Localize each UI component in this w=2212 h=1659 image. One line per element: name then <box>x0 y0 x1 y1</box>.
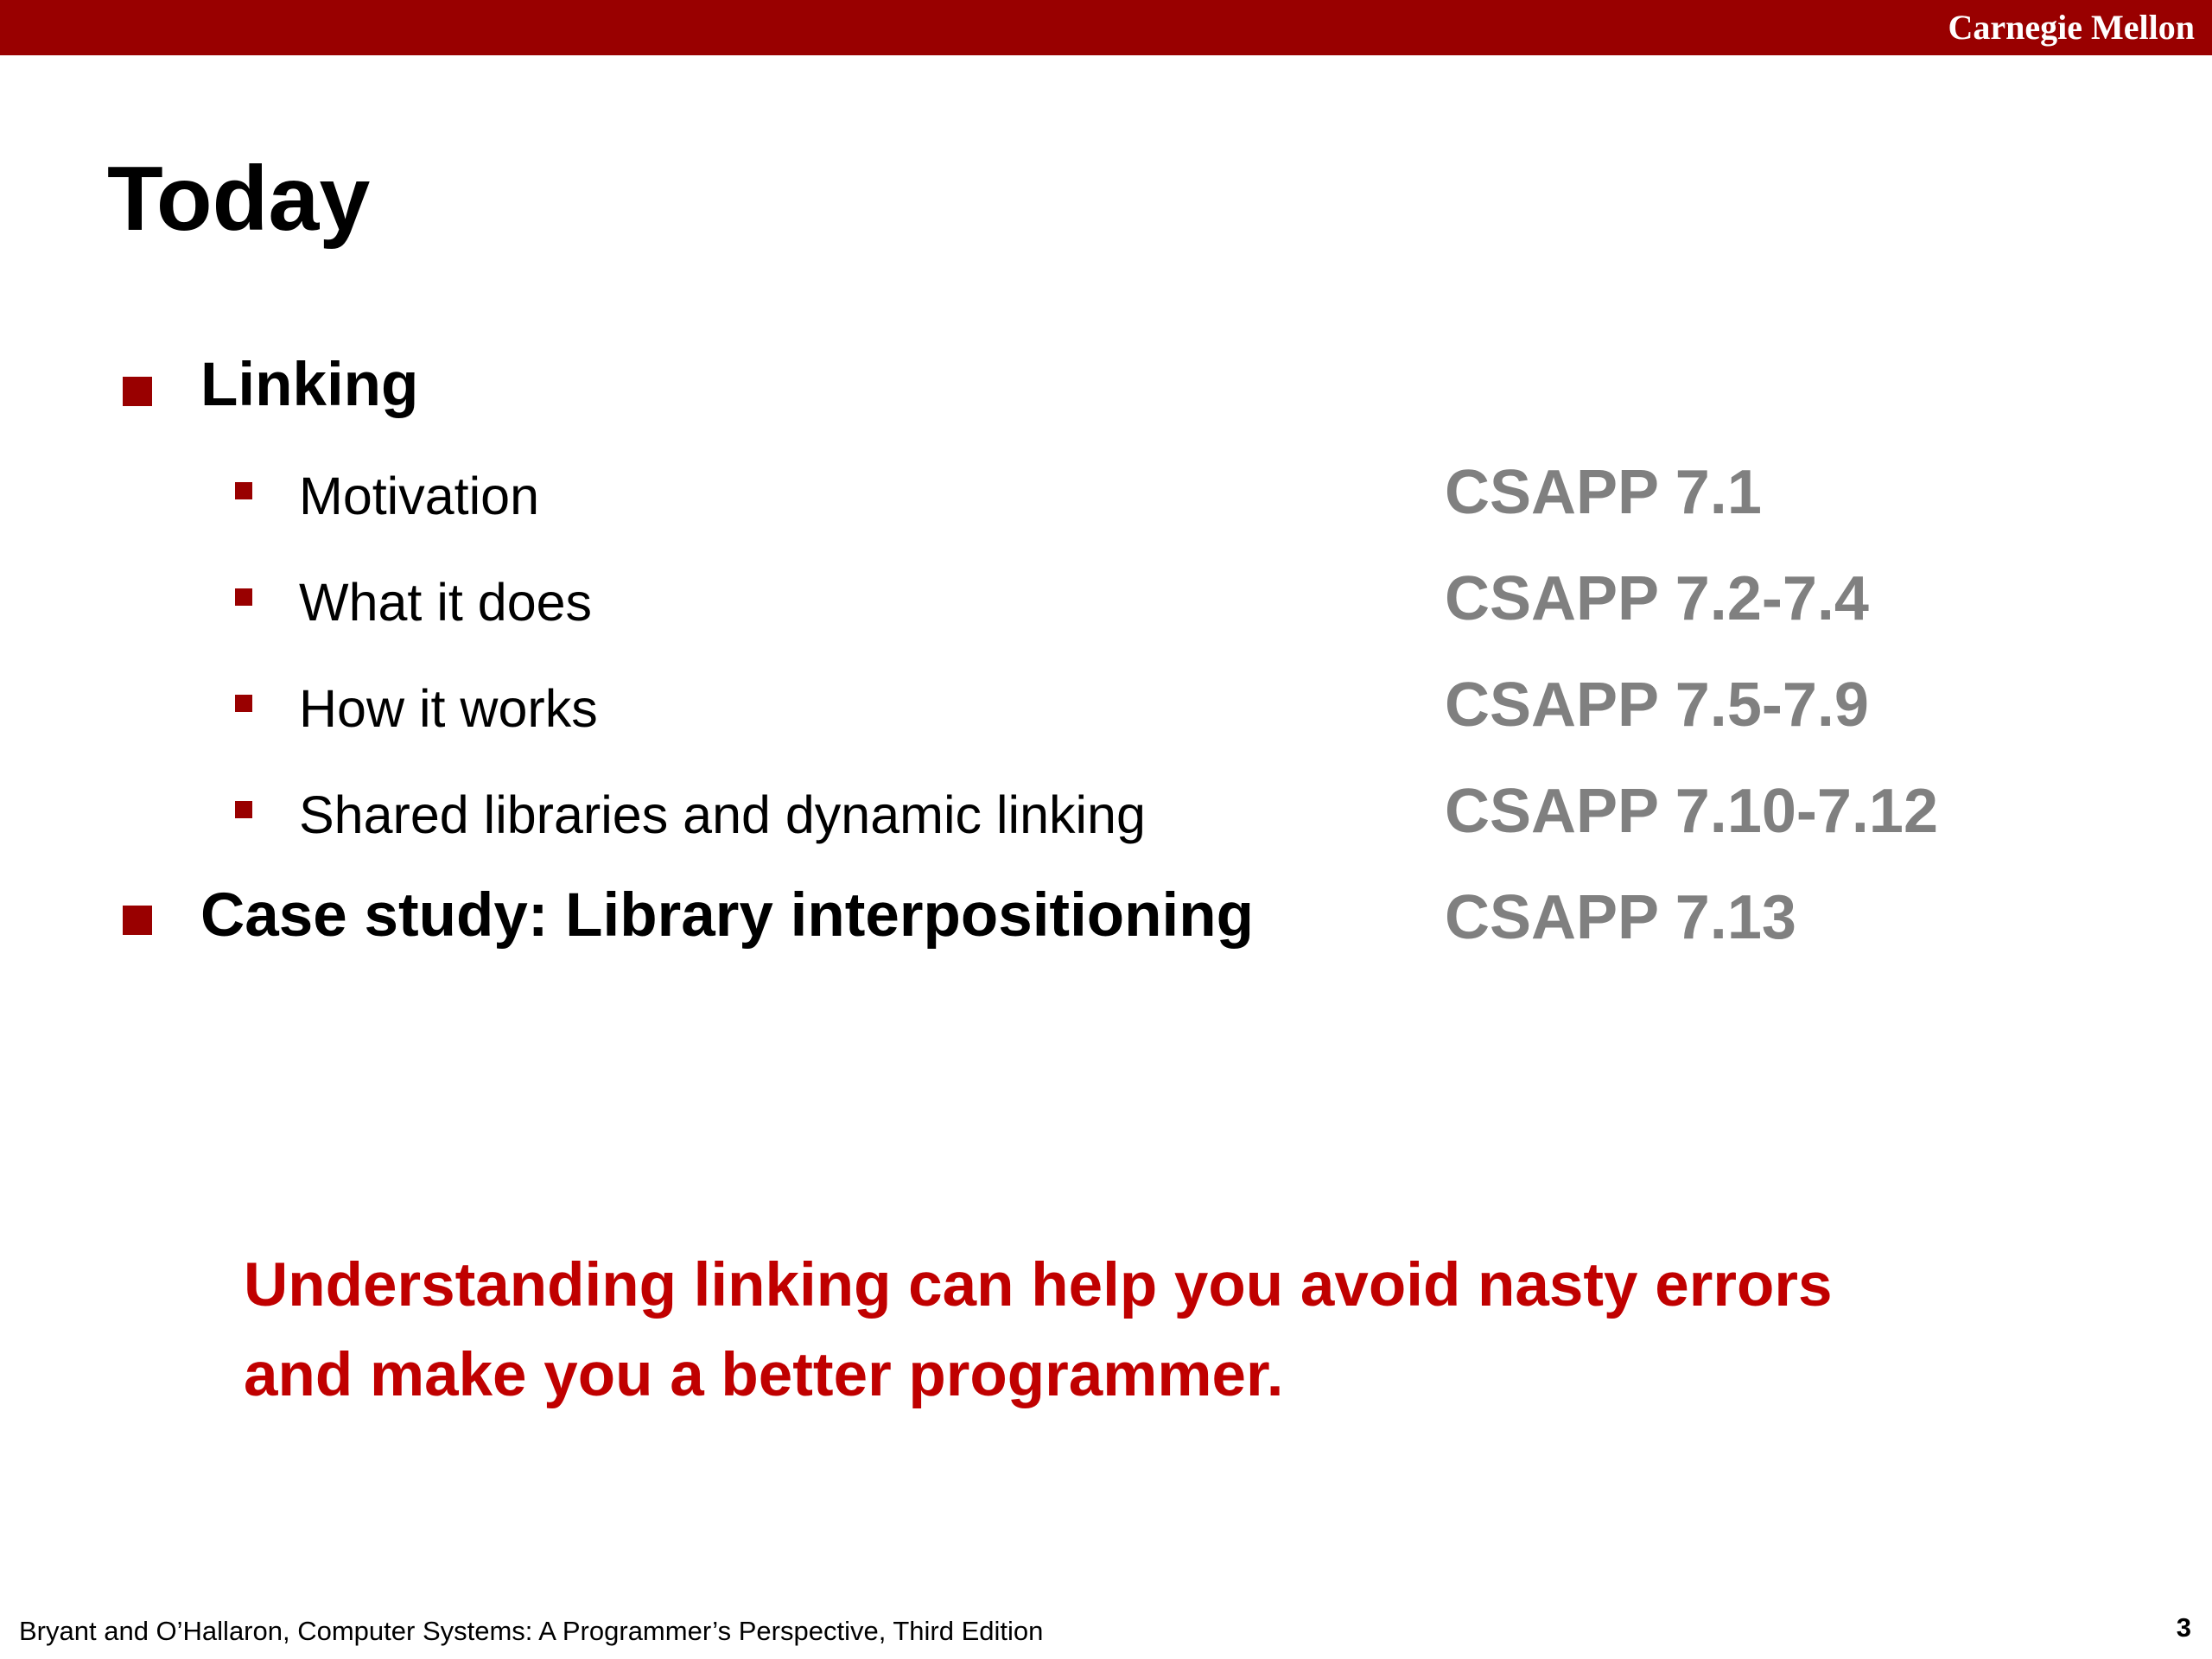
header-bar <box>0 0 2212 55</box>
sub-bullet-square-icon <box>235 695 252 712</box>
bullet-square-icon <box>123 377 152 406</box>
brand-name: Carnegie Mellon <box>1948 8 2195 47</box>
sub-bullet-text-what-it-does: What it does <box>299 573 593 632</box>
callout-line-1: Understanding linking can help you avoid nasty errors <box>244 1251 1833 1319</box>
reference-case-study: CSAPP 7.13 <box>1445 883 1796 952</box>
reference-shared-libraries: CSAPP 7.10-7.12 <box>1445 777 1939 846</box>
sub-bullet-text-how-it-works: How it works <box>299 679 598 738</box>
sub-bullet-square-icon <box>235 801 252 818</box>
reference-motivation: CSAPP 7.1 <box>1445 458 1762 527</box>
callout-text <box>244 1241 1832 1421</box>
sub-bullet-text-shared-libraries: Shared libraries and dynamic linking <box>299 785 1146 844</box>
sub-bullet-square-icon <box>235 482 252 499</box>
bullet-text-case-study: Case study: Library interpositioning <box>200 881 1254 950</box>
footer-citation: Bryant and O’Hallaron, Computer Systems: A Programmer’s Perspective, Third Edition <box>19 1616 1044 1646</box>
callout-line-2: and make you a better programmer. <box>244 1341 1284 1409</box>
reference-how-it-works: CSAPP 7.5-7.9 <box>1445 671 1869 740</box>
slide-title: Today <box>107 148 371 250</box>
bullet-square-icon <box>123 906 152 935</box>
sub-bullet-square-icon <box>235 588 252 606</box>
reference-what-it-does: CSAPP 7.2-7.4 <box>1445 564 1869 633</box>
sub-bullet-text-motivation: Motivation <box>299 467 540 525</box>
bullet-text-linking: Linking <box>200 351 419 419</box>
page-number: 3 <box>2176 1612 2191 1643</box>
